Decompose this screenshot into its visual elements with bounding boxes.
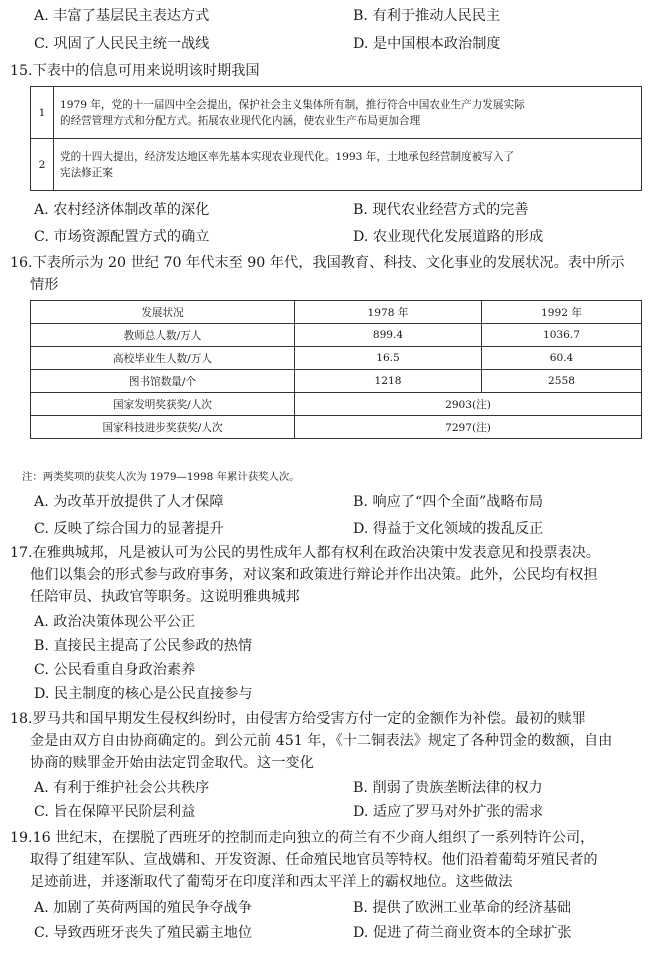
q18-option-c[interactable]: C. 旨在保障平民阶层利益 — [34, 804, 196, 820]
table-row — [31, 370, 642, 393]
table-cell — [54, 87, 642, 139]
q18-stem-line: 18.罗马共和国早期发生侵权纠纷时，由侵害方给受害方付一定的金额作为补偿。最初的赎罪 — [10, 711, 586, 727]
table-row — [31, 139, 642, 191]
table-cell-line: 宪法修正案 — [60, 166, 113, 179]
table-cell: 图书馆数量/个 — [31, 370, 295, 393]
q19-stem-line: 取得了组建军队、宣战媾和、开发资源、任命殖民地官员等特权。他们沿着葡萄牙殖民者的 — [30, 852, 598, 868]
table-cell: 899.4 — [295, 324, 482, 347]
q19-option-d[interactable]: D. 促进了荷兰商业资本的全球扩张 — [353, 925, 572, 941]
q17-stem-line: 17.在雅典城邦，凡是被认可为公民的男性成年人都有权利在政治决策中发表意见和投票表决。 — [10, 545, 601, 561]
table-header: 1978 年 — [295, 301, 482, 324]
q15-option-d[interactable]: D. 农业现代化发展道路的形成 — [353, 229, 544, 245]
q14-option-b[interactable]: B. 有利于推动人民民主 — [353, 8, 501, 24]
q16-option-c[interactable]: C. 反映了综合国力的显著提升 — [34, 521, 224, 537]
q15-stem: 15.下表中的信息可用来说明该时期我国 — [10, 63, 260, 79]
table-cell: 1218 — [295, 370, 482, 393]
table-cell: 60.4 — [482, 347, 642, 370]
q19-option-b[interactable]: B. 提供了欧洲工业革命的经济基础 — [353, 900, 572, 916]
q19-option-c[interactable]: C. 导致西班牙丧失了殖民霸主地位 — [34, 925, 253, 941]
table-cell: 国家科技进步奖获奖/人次 — [31, 416, 295, 439]
q15-option-a[interactable]: A. 农村经济体制改革的深化 — [34, 202, 210, 218]
q17-option-b[interactable]: B. 直接民主提高了公民参政的热情 — [34, 638, 253, 654]
q18-stem-line: 金是由双方自由协商确定的。到公元前 451 年，《十二铜表法》规定了各种罚金的数额，自由 — [30, 733, 613, 749]
table-header: 发展状况 — [31, 301, 295, 324]
q16-option-a[interactable]: A. 为改革开放提供了人才保障 — [34, 494, 224, 510]
q15-option-c[interactable]: C. 市场资源配置方式的确立 — [34, 229, 210, 245]
table-cell: 2903(注) — [295, 393, 642, 416]
table-cell — [54, 139, 642, 191]
q14-option-c[interactable]: C. 巩固了人民民主统一战线 — [34, 36, 210, 52]
table-row — [31, 324, 642, 347]
table-cell: 7297(注) — [295, 416, 642, 439]
q19-stem-line: 19.16 世纪末，在摆脱了西班牙的控制而走向独立的荷兰有不少商人组织了一系列特许公司， — [10, 830, 595, 846]
q17-option-a[interactable]: A. 政治决策体现公平公正 — [34, 614, 196, 630]
table-cell-line: 1979 年，党的十一届四中全会提出，保护社会主义集体所有制，推行符合中国农业生产力发展实际 — [60, 98, 525, 111]
q17-option-d[interactable]: D. 民主制度的核心是公民直接参与 — [34, 686, 253, 702]
table-cell-line: 的经营管理方式和分配方式。拓展农业现代化内涵，使农业生产布局更加合理 — [60, 114, 421, 127]
q18-option-b[interactable]: B. 削弱了贵族垄断法律的权力 — [353, 780, 543, 796]
table-cell: 2558 — [482, 370, 642, 393]
q17-option-c[interactable]: C. 公民看重自身政治素养 — [34, 662, 196, 678]
table-row — [31, 347, 642, 370]
q19-option-a[interactable]: A. 加剧了英荷两国的殖民争夺战争 — [34, 900, 252, 916]
table-cell: 教师总人数/万人 — [31, 324, 295, 347]
table-header-row — [31, 301, 642, 324]
q18-option-d[interactable]: D. 适应了罗马对外扩张的需求 — [353, 804, 544, 820]
q17-stem-line: 任陪审员、执政官等职务。这说明雅典城邦 — [30, 589, 300, 605]
q16-stem-line: 16.下表所示为 20 世纪 70 年代末至 90 年代，我国教育、科技、文化事业的发展状况。表中所示 — [10, 255, 625, 271]
q18-stem-line: 协商的赎罪金开始由法定罚金取代。这一变化 — [30, 755, 314, 771]
q14-option-d[interactable]: D. 是中国根本政治制度 — [353, 36, 501, 52]
q19-stem-line: 足迹前进，并逐渐取代了葡萄牙在印度洋和西太平洋上的霸权地位。这些做法 — [30, 874, 513, 890]
table-cell: 1 — [31, 87, 54, 139]
q14-option-a[interactable]: A. 丰富了基层民主表达方式 — [34, 8, 210, 24]
table-cell: 高校毕业生人数/万人 — [31, 347, 295, 370]
table-cell: 16.5 — [295, 347, 482, 370]
q16-option-d[interactable]: D. 得益于文化领域的拨乱反正 — [353, 521, 544, 537]
table-row — [31, 393, 642, 416]
table-cell-line: 党的十四大提出，经济发达地区率先基本实现农业现代化。1993 年，土地承包经营制度被写入了 — [60, 150, 515, 163]
q16-table-note: 注：两类奖项的获奖人次为 1979—1998 年累计获奖人次。 — [22, 471, 300, 483]
q15-option-b[interactable]: B. 现代农业经营方式的完善 — [353, 202, 529, 218]
q16-stem-line: 情形 — [30, 277, 59, 293]
q15-table — [30, 86, 642, 191]
q16-table — [30, 300, 642, 439]
q16-option-b[interactable]: B. 响应了“四个全面”战略布局 — [353, 494, 544, 510]
table-cell: 国家发明奖获奖/人次 — [31, 393, 295, 416]
table-row — [31, 416, 642, 439]
q18-option-a[interactable]: A. 有利于维护社会公共秩序 — [34, 780, 210, 796]
table-cell: 2 — [31, 139, 54, 191]
q17-stem-line: 他们以集会的形式参与政府事务，对议案和政策进行辩论并作出决策。此外，公民均有权担 — [30, 567, 598, 583]
table-header: 1992 年 — [482, 301, 642, 324]
table-cell: 1036.7 — [482, 324, 642, 347]
table-row — [31, 87, 642, 139]
